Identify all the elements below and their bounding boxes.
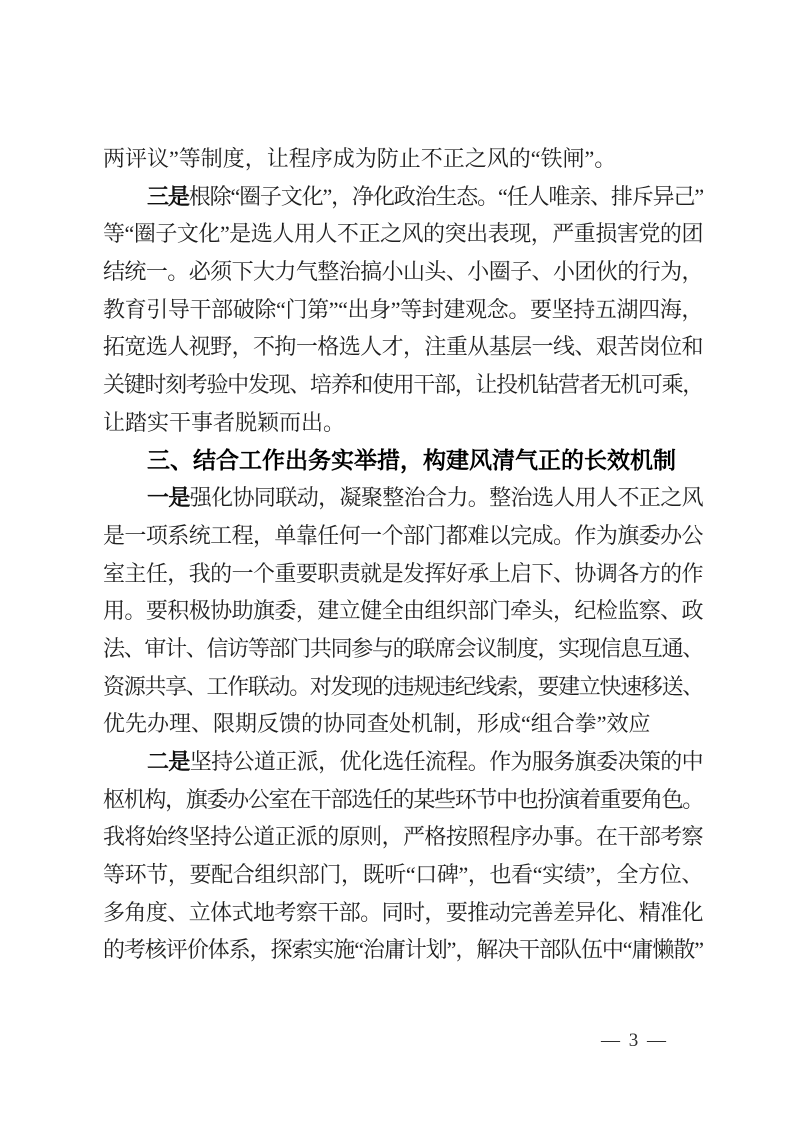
text-line: [103, 705, 703, 743]
line-content: 室主任，我的一个重要职责就是发挥好承上启下、协调各方的作: [103, 560, 703, 586]
text-line: [103, 178, 703, 216]
text-line: [103, 743, 703, 781]
text-line: [103, 328, 703, 366]
text-line: [103, 517, 703, 555]
line-content: 二是坚持公道正派，优化选任流程。作为服务旗委决策的中: [147, 749, 703, 774]
page-number: — 3 —: [601, 1030, 668, 1051]
line-content: 关键时刻考验中发现、培养和使用干部，让投机钻营者无机可乘，: [103, 372, 703, 398]
bold-lead: 三是: [147, 183, 189, 209]
line-content: 多角度、立体式地考察干部。同时，要推动完善差异化、精准化: [103, 899, 703, 925]
text-line: [103, 818, 703, 856]
line-content: 让踏实干事者脱颖而出。: [103, 409, 346, 435]
line-content: 三、结合工作出务实举措，构建风清气正的长效机制: [147, 446, 676, 473]
bold-lead: 二是: [147, 749, 190, 774]
line-content: 法、审计、信访等部门共同参与的联席会议制度，实现信息互通、: [103, 635, 703, 661]
text-line: [103, 668, 703, 706]
line-content: 用。要积极协助旗委，建立健全由组织部门牵头，纪检监察、政: [103, 598, 703, 624]
line-content: 枢机构，旗委办公室在干部选任的某些环节中也扮演着重要角色。: [103, 786, 703, 812]
text-line: [103, 856, 703, 894]
line-content: 结统一。必须下大力气整治搞小山头、小圈子、小团伙的行为，: [103, 259, 703, 285]
line-content: 三是根除“圈子文化”，净化政治生态。“任人唯亲、排斥异己”: [147, 183, 703, 209]
bold-lead: 一是: [147, 485, 190, 511]
text-line: [103, 931, 703, 969]
line-content: 的考核评价体系，探索实施“治庸计划”，解决干部队伍中“庸懒散”: [103, 937, 703, 963]
text-line: [103, 291, 703, 329]
section-heading: [103, 442, 703, 480]
line-content: 资源共享、工作联动。对发现的违规违纪线索，要建立快速移送、: [103, 673, 703, 699]
text-line: [103, 479, 703, 517]
line-content: 优先办理、限期反馈的协同查处机制，形成“组合拳”效应: [103, 711, 651, 737]
line-content: 一是强化协同联动，凝聚整治合力。整治选人用人不正之风: [147, 485, 703, 511]
text-line: [103, 366, 703, 404]
line-content: 两评议”等制度，让程序成为防止不正之风的“铁闸”。: [103, 146, 617, 171]
line-content: 拓宽选人视野，不拘一格选人才，注重从基层一线、艰苦岗位和: [103, 334, 703, 360]
text-line: [103, 592, 703, 630]
line-content: 等“圈子文化”是选人用人不正之风的突出表现，严重损害党的团: [103, 221, 703, 247]
line-content: 是一项系统工程，单靠任何一个部门都难以完成。作为旗委办公: [103, 522, 703, 548]
text-line: [103, 215, 703, 253]
text-line: [103, 894, 703, 932]
line-content: 教育引导干部破除“门第”“出身”等封建观念。要坚持五湖四海，: [103, 296, 703, 322]
line-content: 等环节，要配合组织部门，既听“口碑”，也看“实绩”，全方位、: [103, 862, 703, 888]
text-line: [103, 140, 703, 178]
document-body: [103, 140, 703, 969]
text-line: [103, 555, 703, 593]
line-content: 我将始终坚持公道正派的原则，严格按照程序办事。在干部考察: [103, 824, 703, 850]
text-line: [103, 404, 703, 442]
text-line: [103, 781, 703, 819]
text-line: [103, 630, 703, 668]
text-line: [103, 253, 703, 291]
